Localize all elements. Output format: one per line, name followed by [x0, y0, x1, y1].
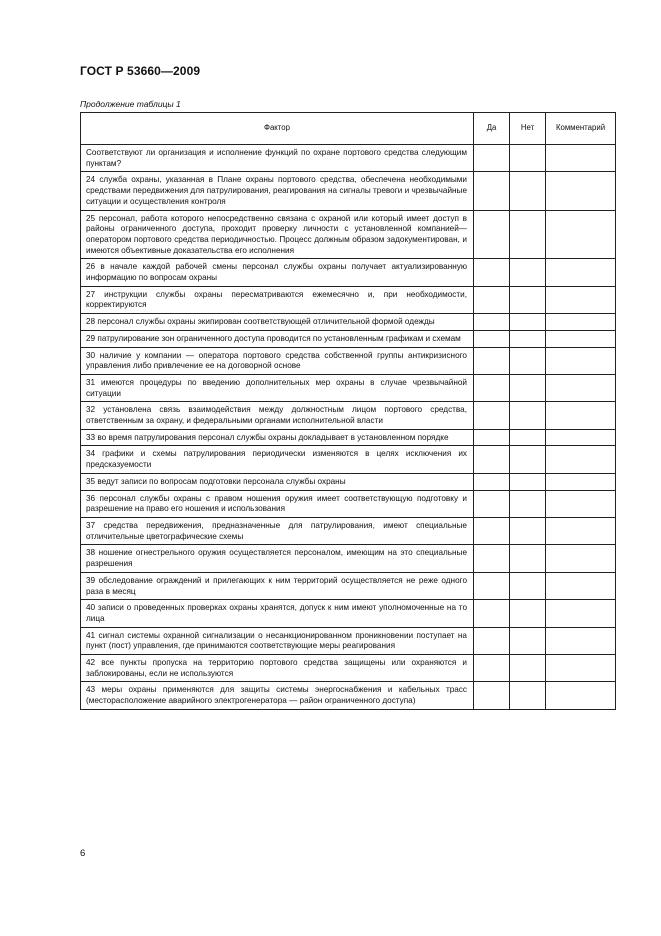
- yes-cell[interactable]: [474, 429, 510, 446]
- comment-cell[interactable]: [546, 545, 616, 572]
- table-row: [81, 374, 616, 401]
- comment-cell[interactable]: [546, 314, 616, 331]
- comment-cell[interactable]: [546, 286, 616, 313]
- no-cell[interactable]: [510, 374, 546, 401]
- no-cell[interactable]: [510, 490, 546, 517]
- yes-cell[interactable]: [474, 210, 510, 259]
- comment-cell[interactable]: [546, 259, 616, 286]
- no-cell[interactable]: [510, 572, 546, 599]
- yes-cell[interactable]: [474, 517, 510, 544]
- table-row: [81, 627, 616, 654]
- table-row: [81, 682, 616, 709]
- yes-cell[interactable]: [474, 330, 510, 347]
- factor-cell: 29 патрулирование зон ограниченного доступа проводится по установленным графикам и схемам: [81, 330, 474, 347]
- table-row: [81, 259, 616, 286]
- comment-cell[interactable]: [546, 490, 616, 517]
- table-row: [81, 347, 616, 374]
- no-cell[interactable]: [510, 682, 546, 709]
- factor-cell: 27 инструкции службы охраны пересматриваются ежемесячно и, при необходимости, корректируются: [81, 286, 474, 313]
- yes-cell[interactable]: [474, 145, 510, 172]
- table-row: [81, 655, 616, 682]
- no-cell[interactable]: [510, 517, 546, 544]
- yes-cell[interactable]: [474, 572, 510, 599]
- table-row: [81, 172, 616, 210]
- factor-cell: 43 меры охраны применяются для защиты системы энергоснабжения и кабельных трасс (месторасположение аварийного электрогенератора — район ограниченного доступа): [81, 682, 474, 709]
- comment-cell[interactable]: [546, 402, 616, 429]
- column-header-comment: Комментарий: [546, 113, 616, 145]
- table-row: [81, 446, 616, 473]
- factor-cell: 36 персонал службы охраны с правом ношения оружия имеет соответствующую подготовку и разрешение на право его ношения и использования: [81, 490, 474, 517]
- table-row: [81, 330, 616, 347]
- yes-cell[interactable]: [474, 374, 510, 401]
- table-caption: Продолжение таблицы 1: [80, 99, 181, 109]
- factor-cell: 38 ношение огнестрельного оружия осуществляется персоналом, имеющим на это специальные разрешения: [81, 545, 474, 572]
- comment-cell[interactable]: [546, 172, 616, 210]
- yes-cell[interactable]: [474, 314, 510, 331]
- no-cell[interactable]: [510, 545, 546, 572]
- no-cell[interactable]: [510, 627, 546, 654]
- yes-cell[interactable]: [474, 446, 510, 473]
- no-cell[interactable]: [510, 145, 546, 172]
- factor-cell: 24 служба охраны, указанная в Плане охраны портового средства, обеспечена необходимыми средствами передвижения для патрулирования, реагирования на сигналы тревоги и чрезвычайные ситуации и осуществления контроля: [81, 172, 474, 210]
- comment-cell[interactable]: [546, 682, 616, 709]
- no-cell[interactable]: [510, 655, 546, 682]
- column-header-yes: Да: [474, 113, 510, 145]
- no-cell[interactable]: [510, 473, 546, 490]
- factor-cell: Соответствуют ли организация и исполнение функций по охране портового средства следующим пунктам?: [81, 145, 474, 172]
- yes-cell[interactable]: [474, 286, 510, 313]
- table-body: [81, 145, 616, 710]
- table-row: [81, 517, 616, 544]
- table-row: [81, 473, 616, 490]
- factor-cell: 42 все пункты пропуска на территорию портового средства защищены или охраняются и заблокированы, если не используются: [81, 655, 474, 682]
- table-row: [81, 210, 616, 259]
- comment-cell[interactable]: [546, 347, 616, 374]
- table-row: [81, 490, 616, 517]
- table-row: [81, 314, 616, 331]
- factor-cell: 35 ведут записи по вопросам подготовки персонала службы охраны: [81, 473, 474, 490]
- yes-cell[interactable]: [474, 259, 510, 286]
- column-header-no: Нет: [510, 113, 546, 145]
- no-cell[interactable]: [510, 347, 546, 374]
- comment-cell[interactable]: [546, 145, 616, 172]
- checklist-table: [80, 112, 616, 710]
- yes-cell[interactable]: [474, 402, 510, 429]
- factor-cell: 39 обследование ограждений и прилегающих к ним территорий осуществляется не реже одного раза в месяц: [81, 572, 474, 599]
- no-cell[interactable]: [510, 446, 546, 473]
- comment-cell[interactable]: [546, 572, 616, 599]
- comment-cell[interactable]: [546, 429, 616, 446]
- document-header: ГОСТ Р 53660—2009: [80, 64, 201, 78]
- no-cell[interactable]: [510, 314, 546, 331]
- comment-cell[interactable]: [546, 600, 616, 627]
- column-header-factor: Фактор: [81, 113, 474, 145]
- yes-cell[interactable]: [474, 655, 510, 682]
- table-row: [81, 145, 616, 172]
- no-cell[interactable]: [510, 429, 546, 446]
- comment-cell[interactable]: [546, 627, 616, 654]
- no-cell[interactable]: [510, 259, 546, 286]
- yes-cell[interactable]: [474, 473, 510, 490]
- factor-cell: 41 сигнал системы охранной сигнализации о несанкционированном проникновении поступает на пункт (пост) управления, где принимаются соответствующие меры реагирования: [81, 627, 474, 654]
- no-cell[interactable]: [510, 600, 546, 627]
- yes-cell[interactable]: [474, 172, 510, 210]
- no-cell[interactable]: [510, 286, 546, 313]
- factor-cell: 25 персонал, работа которого непосредственно связана с охраной или который имеет доступ в районы ограниченного доступа, проходит проверку личности с установленной компанией—оператором портового средства периодичностью. Процесс должным образом задокументирован, и имеются объективные доказательства его исполнения: [81, 210, 474, 259]
- yes-cell[interactable]: [474, 347, 510, 374]
- no-cell[interactable]: [510, 172, 546, 210]
- factor-cell: 34 графики и схемы патрулирования периодически изменяются в целях исключения их предсказуемости: [81, 446, 474, 473]
- table-row: [81, 402, 616, 429]
- factor-cell: 40 записи о проведенных проверках охраны хранятся, допуск к ним имеют уполномоченные на то лица: [81, 600, 474, 627]
- yes-cell[interactable]: [474, 545, 510, 572]
- comment-cell[interactable]: [546, 517, 616, 544]
- table-row: [81, 600, 616, 627]
- no-cell[interactable]: [510, 330, 546, 347]
- comment-cell[interactable]: [546, 374, 616, 401]
- no-cell[interactable]: [510, 210, 546, 259]
- factor-cell: 26 в начале каждой рабочей смены персонал службы охраны получает актуализированную информацию по вопросам охраны: [81, 259, 474, 286]
- factor-cell: 30 наличие у компании — оператора портового средства собственной группы антикризисного управления либо привлечение ее на договорной основе: [81, 347, 474, 374]
- yes-cell[interactable]: [474, 682, 510, 709]
- factor-cell: 28 персонал службы охраны экипирован соответствующей отличительной формой одежды: [81, 314, 474, 331]
- no-cell[interactable]: [510, 402, 546, 429]
- table-row: [81, 429, 616, 446]
- yes-cell[interactable]: [474, 490, 510, 517]
- factor-cell: 37 средства передвижения, предназначенные для патрулирования, имеют специальные отличительные цветографические схемы: [81, 517, 474, 544]
- table-header-row: [81, 113, 616, 145]
- table-row: [81, 545, 616, 572]
- table-row: [81, 572, 616, 599]
- comment-cell[interactable]: [546, 446, 616, 473]
- table-row: [81, 286, 616, 313]
- factor-cell: 32 установлена связь взаимодействия между должностным лицом портового средства, ответственным за охрану, и федеральными органами исполнительной власти: [81, 402, 474, 429]
- comment-cell[interactable]: [546, 210, 616, 259]
- comment-cell[interactable]: [546, 655, 616, 682]
- comment-cell[interactable]: [546, 330, 616, 347]
- factor-cell: 31 имеются процедуры по введению дополнительных мер охраны в случае чрезвычайной ситуации: [81, 374, 474, 401]
- comment-cell[interactable]: [546, 473, 616, 490]
- factor-cell: 33 во время патрулирования персонал службы охраны докладывает в установленном порядке: [81, 429, 474, 446]
- page-number: 6: [80, 848, 86, 859]
- yes-cell[interactable]: [474, 627, 510, 654]
- yes-cell[interactable]: [474, 600, 510, 627]
